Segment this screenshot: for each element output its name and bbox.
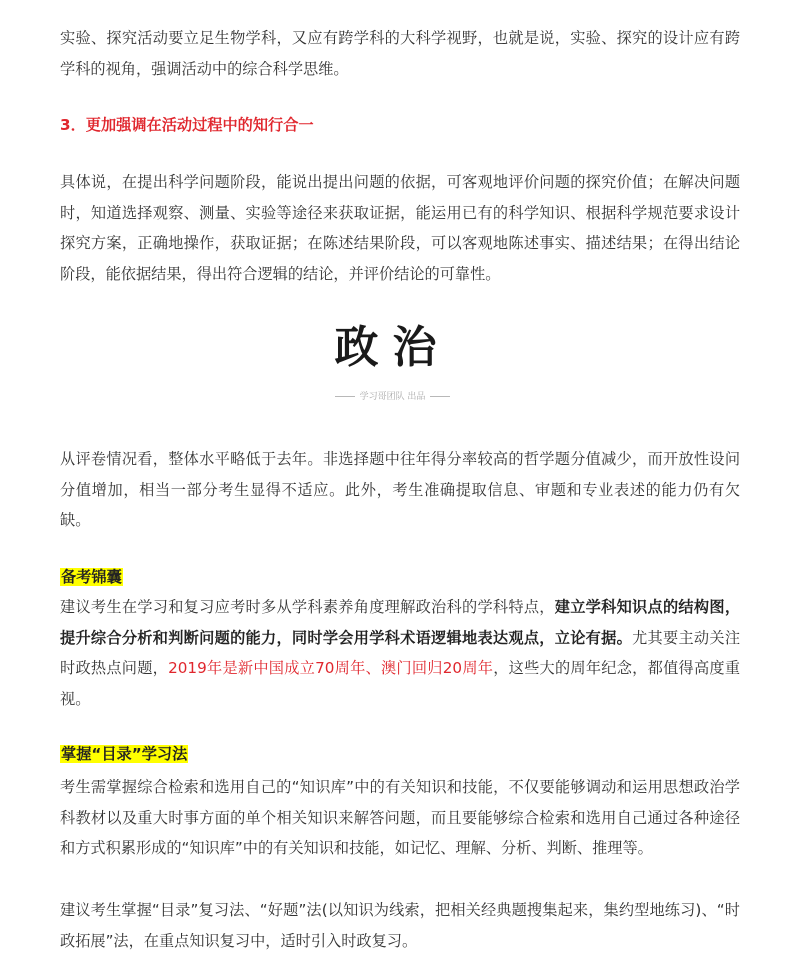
tips-label	[60, 566, 123, 588]
politics-title: 政治	[334, 322, 451, 373]
biology-detail-paragraph: 具体说，在提出科学问题阶段，能说出提出问题的依据，可客观地评价问题的探究价值；在解决问题时，知道选择观察、测量、实验等途径来获取证据，能运用已有的科学知识、根据科学规范要求设计探究方案，正确地操作，获取证据；在陈述结果阶段，可以客观地陈述事实、描述结果；在得出结论阶段，能依据结果，得出符合逻辑的结论，并评价结论的可靠性。	[60, 173, 740, 283]
method-paragraph-2: 建议考生掌握“目录”复习法、“好题”法(以知识为线索，把相关经典题搜集起来，集约型地练习)、“时政拓展”法，在重点知识复习中，适时引入时政复习。	[60, 901, 740, 950]
credit-divider-left	[335, 396, 355, 397]
tips-bold-text: 建立学科知识点的结构图，提升综合分析和判断问题的能力，同时学会用学科术语逻辑地表达观点，立论有据。	[60, 598, 741, 647]
credit-text: 学习哥团队 出品	[359, 392, 426, 402]
team-credit	[0, 390, 785, 404]
method-paragraph-1: 考生需掌握综合检索和选用自己的“知识库”中的有关知识和技能，不仅要能够调动和运用思想政治学科教材以及重大时事方面的单个相关知识来解答问题，而且要能够综合检索和选用自己通过各种途径和方式积累形成的“知识库”中的有关知识和技能，如记忆、理解、分析、判断、推理等。	[60, 778, 740, 857]
tips-text-3: ，这些大的周年纪念，都值得高度重视。	[60, 659, 741, 708]
biology-intro-paragraph: 实验、探究活动要立足生物学科，又应有跨学科的大科学视野，也就是说，实验、探究的设计应有跨学科的视角，强调活动中的综合科学思维。	[60, 29, 740, 78]
section-heading-3: 3．更加强调在活动过程中的知行合一	[60, 116, 314, 134]
tips-text-2: 尤其要主动关注时政热点问题，	[60, 628, 741, 677]
tips-red-text: 2019年是新中国成立70周年、澳门回归20周年	[168, 659, 494, 677]
politics-overview-paragraph: 从评卷情况看，整体水平略低于去年。非选择题中往年得分率较高的哲学题分值减少，而开放性设问分值增加，相当一部分考生显得不适应。此外，考生准确提取信息、审题和专业表述的能力仍有欠缺。	[60, 450, 740, 529]
credit-divider-right	[430, 396, 450, 397]
method-label	[60, 743, 188, 765]
tips-paragraph	[60, 592, 740, 714]
tips-label-text: 备考锦囊	[61, 568, 122, 586]
method-label-text: 掌握“目录”学习法	[61, 745, 188, 763]
tips-text-1: 建议考生在学习和复习应考时多从学科素养角度理解政治科的学科特点，	[60, 598, 555, 616]
